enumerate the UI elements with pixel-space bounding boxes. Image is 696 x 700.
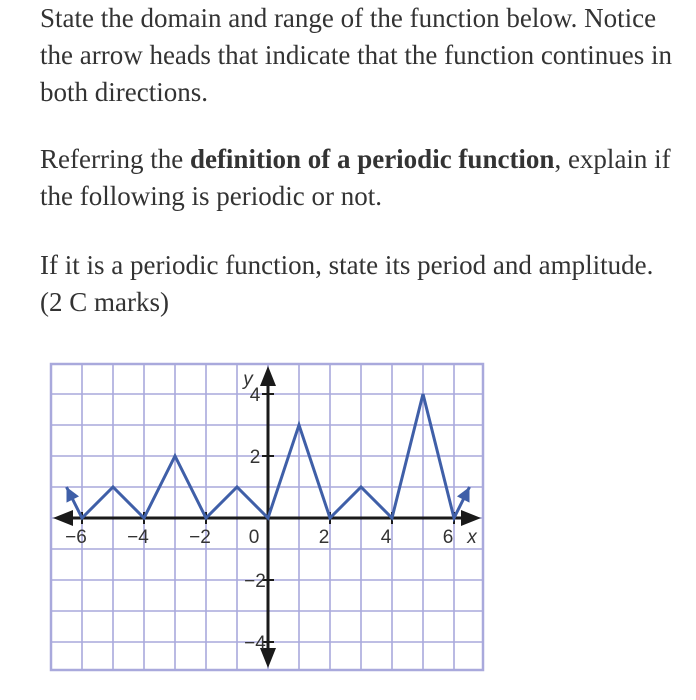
x-tick-label: 0 [248,527,260,548]
question-text-2a: Referring the [40,144,190,174]
definition-emphasis: definition of a periodic function [189,144,555,174]
y-tick-label: 4 [249,385,261,406]
question-text-2b: , explain if the following is periodic or not. [40,144,671,211]
y-tick-label: −2 [244,571,266,592]
x-tick-label: −4 [127,527,149,548]
x-axis-label: x [467,527,477,548]
x-tick-label: −2 [189,527,211,548]
y-tick-label: −4 [244,633,266,654]
x-tick-label: 2 [318,527,330,548]
x-tick-label: 6 [442,527,454,548]
y-tick-label: 2 [249,447,261,468]
x-tick-label: 4 [380,527,392,548]
x-tick-label: −6 [65,527,87,548]
question-text-1: State the domain and range of the function below. Notice the arrow heads that indicate that the function continues in both directions. [40,3,673,107]
question-text-3: If it is a periodic function, state its period and amplitude. (2 C marks) [40,250,654,317]
y-axis-label: y [243,369,253,390]
